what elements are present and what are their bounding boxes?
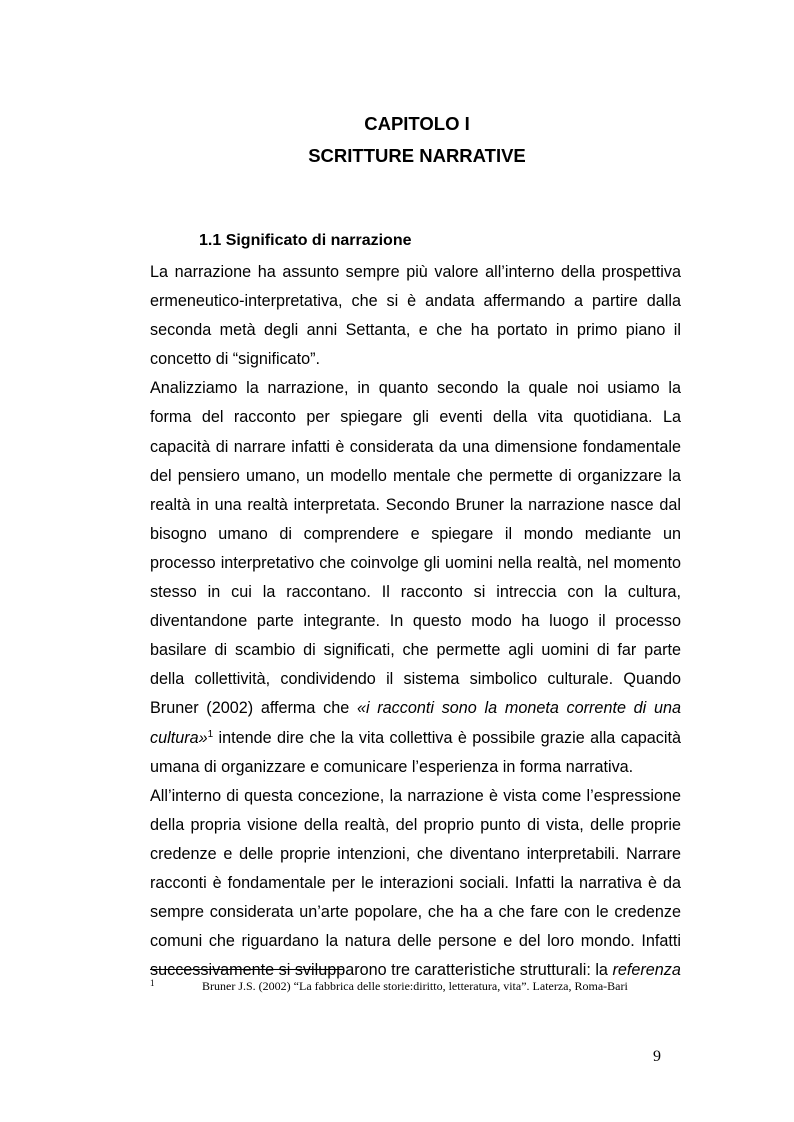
chapter-label: CAPITOLO I [364, 113, 470, 134]
section-title: 1.1 Significato di narrazione [199, 232, 412, 249]
paragraph-3-text: All’interno di questa concezione, la narrazione è vista come l’espressione della propria visione della realtà, del proprio punto di vista, delle proprie credenze e delle proprie intenzioni, che diventano interpretabili. Narrare racconti è fondamentale per le interazioni sociali. Infatti la narrativa è da sempre considerata un’arte popolare, che ha a che fare con le credenze comuni che riguardano la natura delle persone e del loro mondo. Infatti successivamente si svilupparono tre caratteristiche strutturali: la [150, 786, 681, 980]
paragraph-2-text-end: intende dire che la vita collettiva è possibile grazie alla capacità umana di organizzare e comunicare l’esperienza in forma narrativa. [150, 728, 681, 776]
paragraph-2 [150, 374, 681, 781]
footnote-reference: 1 [207, 728, 214, 740]
body-text [150, 258, 681, 985]
paragraph-2-text-start: Analizziamo la narrazione, in quanto secondo la quale noi usiamo la forma del racconto per spiegare gli eventi della vita quotidiana. La capacità di narrare infatti è considerata da una dimensione fondamentale del pensiero umano, un modello mentale che permette di organizzare la realtà in una realtà interpretata. Secondo Bruner la narrazione nasce dal bisogno umano di comprendere e spiegare il mondo mediante un processo interpretativo che coinvolge gli uomini nella realtà, nel momento stesso in cui la raccontano. Il racconto si intreccia con la cultura, diventandone parte integrante. In questo modo ha luogo il processo basilare di scambio di significati, che permette agli uomini di far parte della collettività, condividendo il sistema simbolico culturale. Quando Bruner (2002) afferma che [150, 379, 681, 718]
italic-term-referenza: referenza [612, 961, 681, 980]
page-number: 9 [653, 1048, 661, 1065]
paragraph-1: La narrazione ha assunto sempre più valore all’interno della prospettiva ermeneutico-interpretativa, che si è andata affermando a partire dalla seconda metà degli anni Settanta, e che ha portato in primo piano il concetto di “significato”. [150, 263, 681, 369]
paragraph-3 [150, 782, 681, 986]
footnote: 1 Bruner J.S. (2002) “La fabbrica delle storie:diritto, letteratura, vita”. Laterza, Roma-Bari [150, 978, 628, 993]
footnote-separator [150, 969, 343, 970]
footnote-text: Bruner J.S. (2002) “La fabbrica delle storie:diritto, letteratura, vita”. Laterza, Roma-Bari [202, 979, 628, 993]
bruner-quote: «i racconti sono la moneta corrente di una cultura» [150, 699, 681, 747]
chapter-title: SCRITTURE NARRATIVE [308, 145, 526, 166]
